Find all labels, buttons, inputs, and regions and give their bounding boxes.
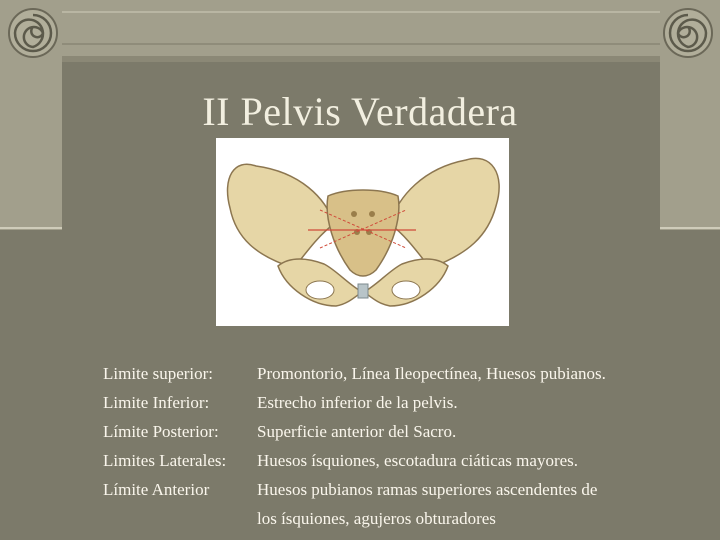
limit-value: Huesos pubianos ramas superiores ascendentes de — [257, 480, 598, 499]
right-obturator-foramen — [392, 281, 420, 299]
limit-value: Estrecho inferior de la pelvis. — [257, 393, 458, 412]
limit-row-lateral — [103, 446, 703, 475]
limit-label: Límite Anterior — [103, 480, 210, 499]
limit-row-posterior — [103, 417, 703, 446]
right-ilium — [390, 158, 499, 268]
limit-value: Superficie anterior del Sacro. — [257, 422, 457, 441]
limit-label: Limite superior: — [103, 364, 214, 383]
left-obturator-foramen — [306, 281, 334, 299]
limit-row-inferior — [103, 388, 703, 417]
limit-row-anterior-continued — [103, 504, 703, 533]
limit-row-superior — [103, 359, 703, 388]
right-volute-ornament — [664, 9, 712, 57]
pubic-symphysis — [358, 284, 368, 298]
sacrum — [327, 190, 399, 276]
limit-row-anterior — [103, 475, 703, 504]
limit-value: Promontorio, Línea Ileopectínea, Huesos pubianos. — [257, 364, 606, 383]
limit-label: Límite Posterior: — [103, 422, 219, 441]
limit-value: los ísquiones, agujeros obturadores — [257, 509, 496, 528]
limit-label: Limites Laterales: — [103, 451, 227, 470]
left-volute-ornament — [9, 9, 57, 57]
pelvis-illustration — [216, 138, 509, 326]
frame-top-beam — [0, 0, 720, 62]
left-ilium — [228, 164, 334, 268]
slide-title: II Pelvis Verdadera — [202, 89, 518, 134]
limits-list — [103, 359, 703, 533]
limit-label: Limite Inferior: — [103, 393, 210, 412]
limit-value: Huesos ísquiones, escotadura ciáticas mayores. — [257, 451, 579, 470]
